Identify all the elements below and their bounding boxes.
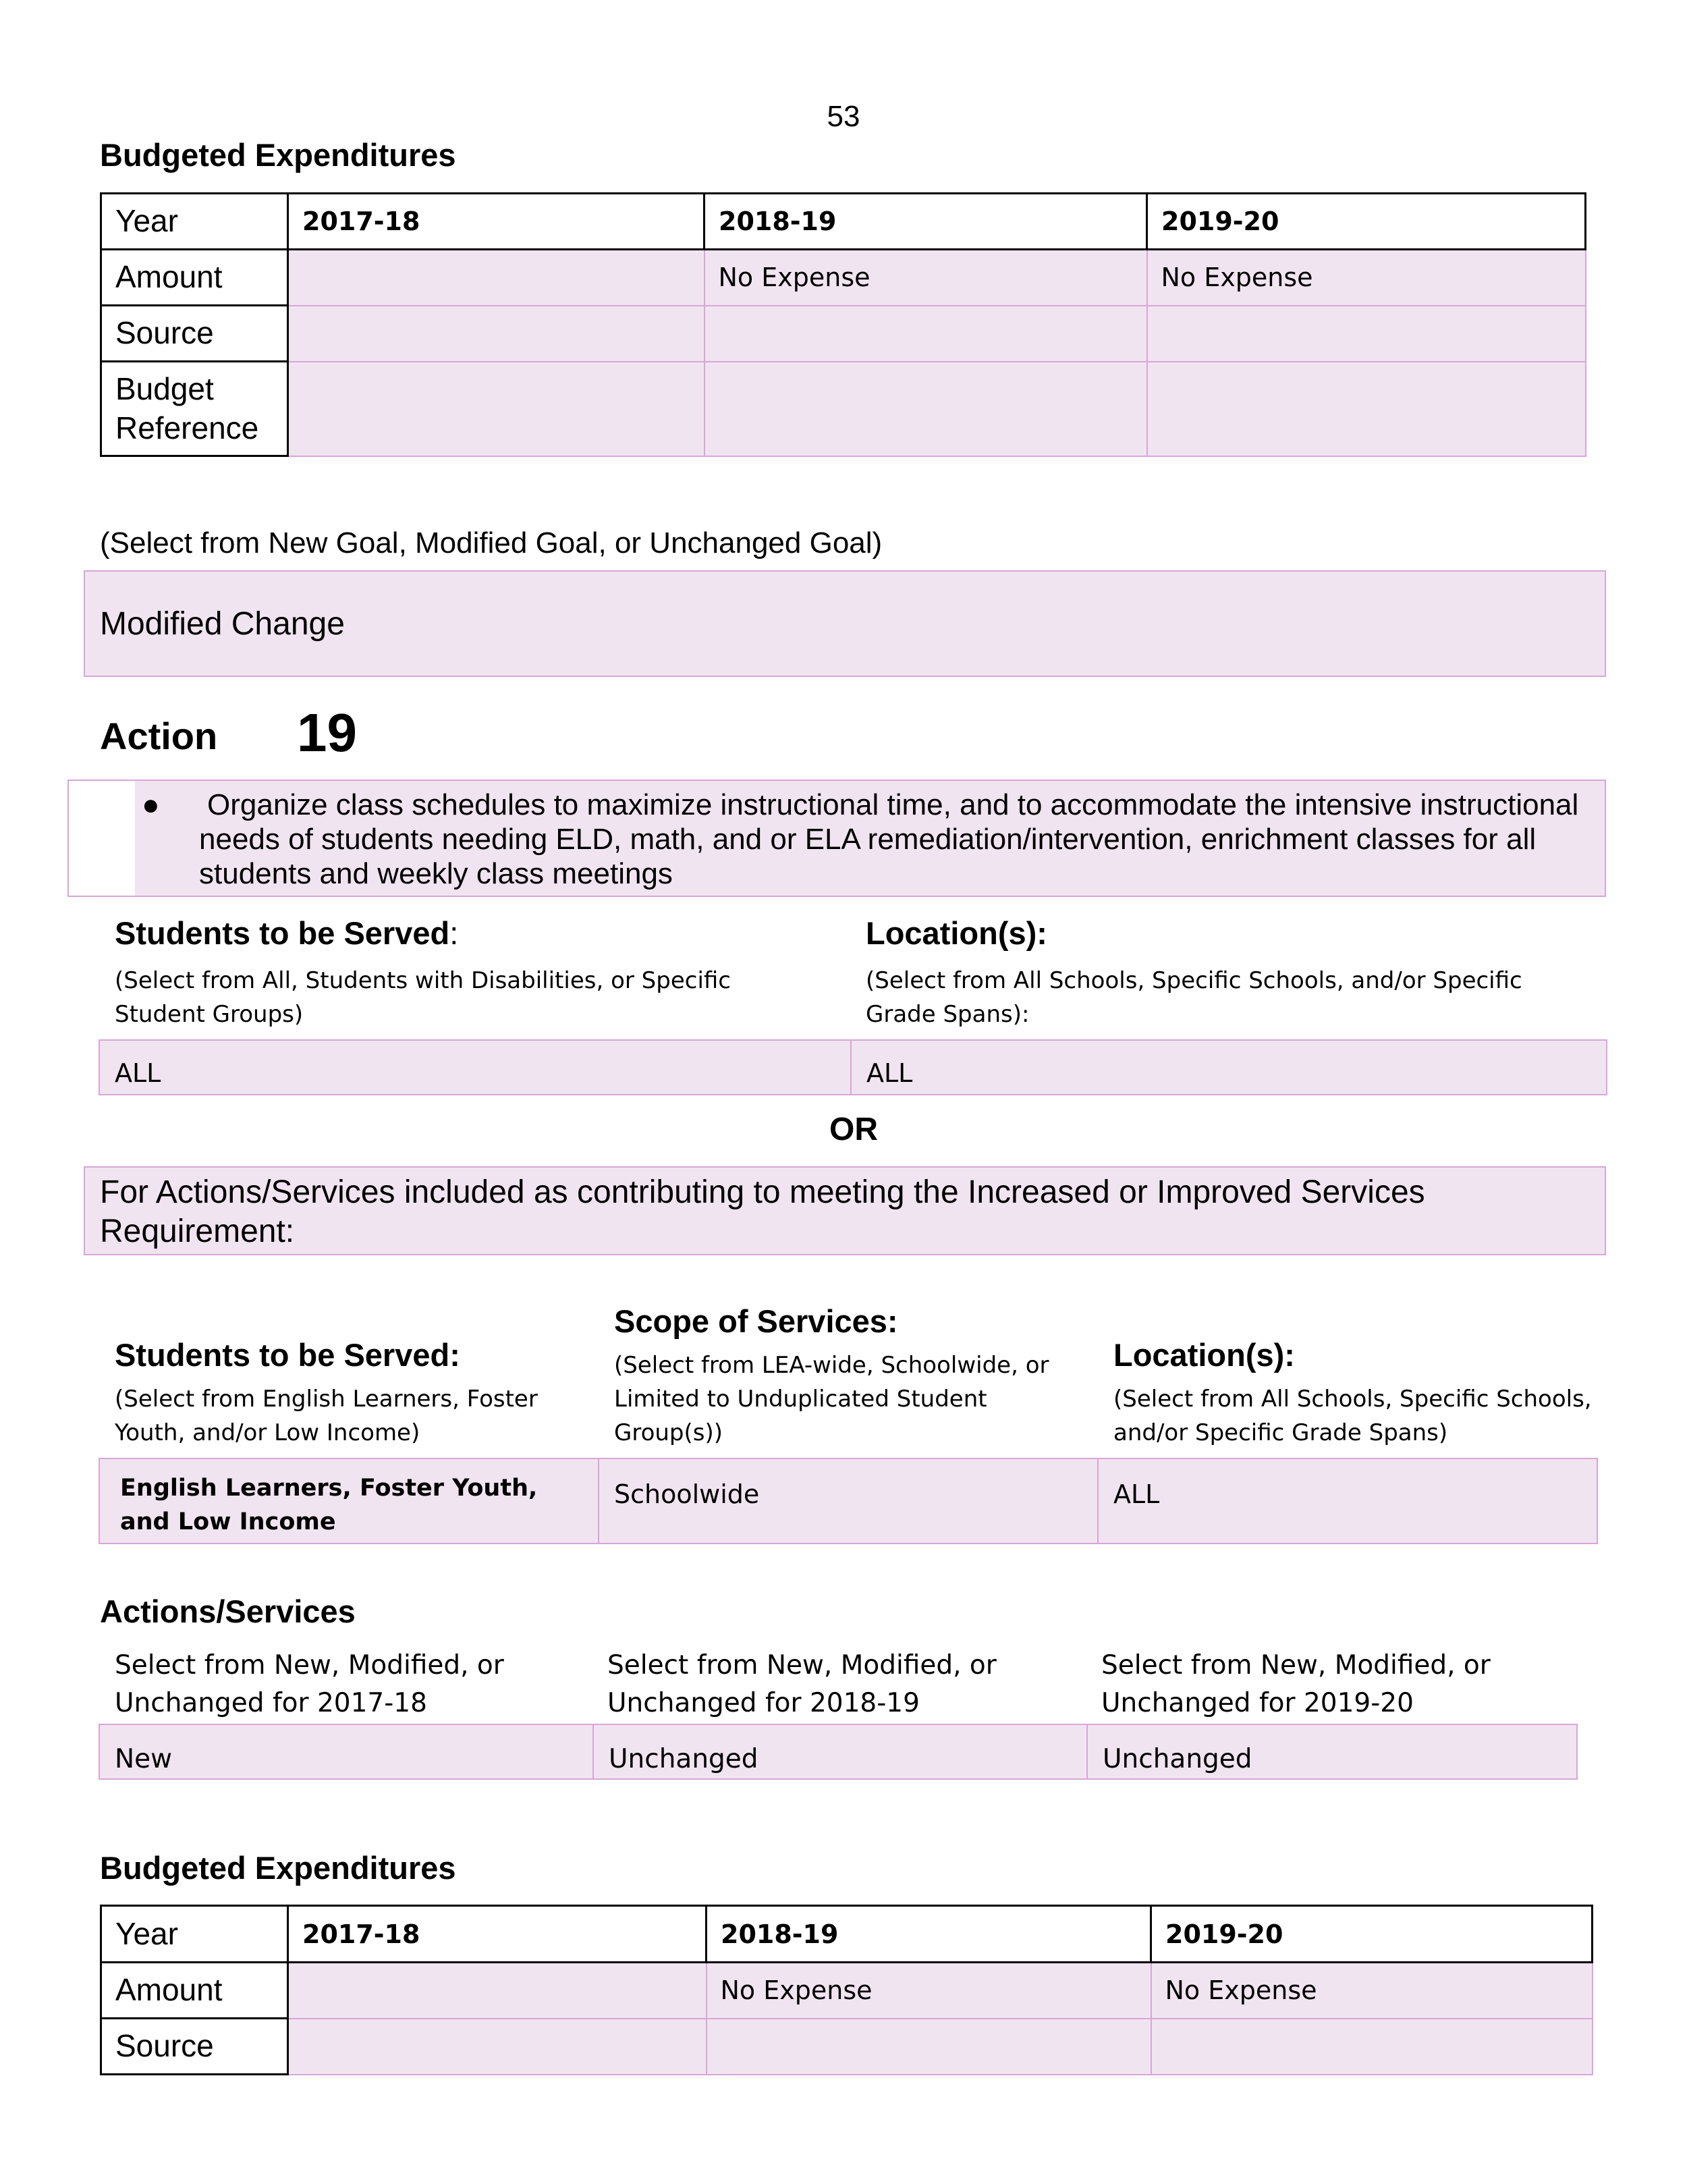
reference-2018-19[interactable]: [704, 362, 1147, 456]
actions-hint-2019-20: Select from New, Modified, or Unchanged for 2019-20: [1101, 1650, 1491, 1718]
students-served-field[interactable]: [99, 1039, 852, 1095]
source-2018-19[interactable]: [707, 2019, 1151, 2075]
actions-services-title: Actions/Services: [100, 1593, 356, 1629]
action-description-field: [135, 781, 1605, 896]
goal-select-value: Modified Change: [100, 606, 345, 642]
year-2019-20: 2019-20: [1147, 194, 1586, 250]
action-description-box[interactable]: [67, 780, 1606, 897]
amount-label: Amount: [101, 250, 288, 306]
amount-label: Amount: [101, 1963, 288, 2019]
source-2017-18[interactable]: [288, 2019, 707, 2075]
actions-status-2019-20: Unchanged: [1103, 1744, 1252, 1774]
bullet-icon: ●: [142, 788, 160, 821]
year-label: Year: [101, 194, 288, 250]
source-2019-20[interactable]: [1147, 306, 1586, 362]
source-label: Source: [101, 306, 288, 362]
goal-select-instruction: (Select from New Goal, Modified Goal, or Unchanged Goal): [100, 526, 883, 559]
increased-services-text: For Actions/Services included as contributing to meeting the Increased or Improved Services Requirement:: [100, 1174, 1425, 1249]
source-2017-18[interactable]: [288, 306, 704, 362]
unduplicated-students-title: Students to be Served:: [115, 1337, 460, 1373]
budget-reference-label: Budget Reference: [101, 362, 288, 456]
action-label: Action: [100, 715, 218, 757]
year-2018-19: 2018-19: [704, 194, 1147, 250]
unduplicated-students-value: English Learners, Foster Youth, and Low Income: [120, 1475, 538, 1535]
budget-bottom-table: [100, 1905, 1593, 2075]
amount-2019-20[interactable]: No Expense: [1147, 250, 1586, 306]
amount-2018-19[interactable]: No Expense: [707, 1963, 1151, 2019]
actions-status-2017-18: New: [115, 1744, 173, 1774]
students-served-hint: (Select from All, Students with Disabilities, or Specific Student Groups): [115, 967, 731, 1028]
budget-top-amount-row: [101, 250, 1586, 306]
actions-hint-2017-18: Select from New, Modified, or Unchanged for 2017-18: [115, 1650, 504, 1718]
source-2019-20[interactable]: [1151, 2019, 1593, 2075]
reference-2019-20[interactable]: [1147, 362, 1586, 456]
actions-status-2018-19: Unchanged: [609, 1744, 758, 1774]
amount-2017-18[interactable]: [288, 1963, 707, 2019]
students-served-value: ALL: [115, 1058, 161, 1088]
actions-status-2017-18-field[interactable]: [99, 1724, 594, 1780]
source-2018-19[interactable]: [704, 306, 1147, 362]
unduplicated-students-hint: (Select from English Learners, Foster Youth, and/or Low Income): [115, 1386, 538, 1446]
budget-bottom-header-row: [101, 1906, 1593, 1963]
year-2019-20: 2019-20: [1151, 1906, 1593, 1963]
year-label: Year: [101, 1906, 288, 1963]
location-hint: (Select from All Schools, Specific Schools, and/or Specific Grade Spans):: [866, 967, 1522, 1028]
unduplicated-location-title: Location(s):: [1113, 1337, 1295, 1373]
budget-top-reference-row: [101, 362, 1586, 456]
goal-select-field[interactable]: [84, 570, 1606, 677]
page-number: 53: [827, 100, 860, 133]
action-number: 19: [297, 703, 357, 763]
amount-2019-20[interactable]: No Expense: [1151, 1963, 1593, 2019]
students-served-title: Students to be Served:: [115, 915, 459, 951]
actions-status-2018-19-field[interactable]: [592, 1724, 1088, 1780]
location-title: Location(s):: [866, 915, 1047, 951]
budget-bottom-source-row: [101, 2019, 1593, 2075]
budget-top-header-row: [101, 194, 1586, 250]
scope-of-services-value: Schoolwide: [614, 1479, 760, 1509]
source-label: Source: [101, 2019, 288, 2075]
budget-bottom-amount-row: [101, 1963, 1593, 2019]
unduplicated-students-field[interactable]: [99, 1458, 599, 1544]
action-description-text: Organize class schedules to maximize instructional time, and to accommodate the intensive instructional needs of students needing ELD, math, and or ELA remediation/intervention, enrichment classes for all students and weekly class meetings: [199, 788, 1579, 890]
budget-top-source-row: [101, 306, 1586, 362]
budget-bottom-title: Budgeted Expenditures: [100, 1850, 456, 1886]
unduplicated-location-field[interactable]: [1097, 1458, 1598, 1544]
location-value: ALL: [866, 1058, 913, 1088]
year-2017-18: 2017-18: [288, 1906, 707, 1963]
increased-services-box: [84, 1166, 1606, 1255]
unduplicated-location-value: ALL: [1113, 1479, 1160, 1509]
actions-hint-2018-19: Select from New, Modified, or Unchanged for 2018-19: [607, 1650, 997, 1718]
reference-2017-18[interactable]: [288, 362, 704, 456]
scope-of-services-hint: (Select from LEA-wide, Schoolwide, or Limited to Unduplicated Student Group(s)): [614, 1352, 1049, 1446]
location-field[interactable]: [850, 1039, 1607, 1095]
scope-of-services-field[interactable]: [598, 1458, 1099, 1544]
amount-2017-18[interactable]: [288, 250, 704, 306]
year-2017-18: 2017-18: [288, 194, 704, 250]
actions-status-2019-20-field[interactable]: [1086, 1724, 1578, 1780]
year-2018-19: 2018-19: [707, 1906, 1151, 1963]
or-label: OR: [829, 1112, 878, 1147]
budget-top-title: Budgeted Expenditures: [100, 137, 456, 173]
amount-2018-19[interactable]: No Expense: [704, 250, 1147, 306]
unduplicated-location-hint: (Select from All Schools, Specific Schools, and/or Specific Grade Spans): [1113, 1386, 1592, 1446]
scope-of-services-title: Scope of Services:: [614, 1303, 898, 1339]
budget-top-table: [100, 192, 1586, 457]
